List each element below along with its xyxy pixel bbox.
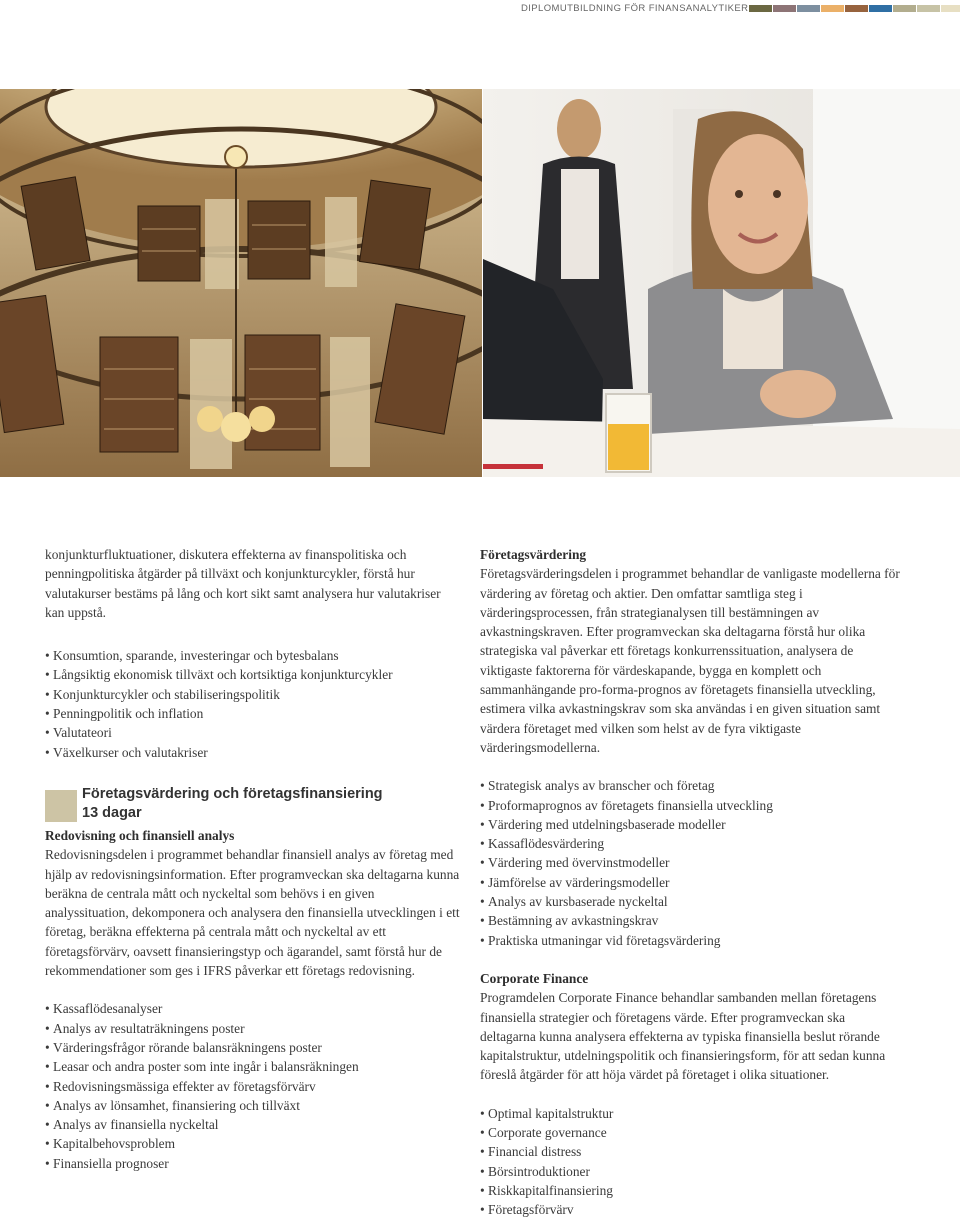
list-item: • Jämförelse av värderingsmodeller: [480, 873, 900, 892]
color-swatch: [893, 5, 916, 12]
color-swatch: [869, 5, 892, 12]
section-paragraph: Redovisningsdelen i programmet behandlar finansiell analys av företag med hjälp av redovisningsinformation. Efter programveckan ska deltagarna kunna beräkna de centrala mått och nyckeltal som behövs i en given analyssituation, dekomponera och analysera den finansiella utvecklingen i ett företag, beräkna effekterna på centrala mått och nyckeltal av ett företagsförvärv, oavsett finansieringstyp och ägarandel, samt förstå hur de rekommendationer som ges i IFRS påverkar ett företags redovisning.: [45, 847, 460, 979]
economics-bullet-list: [45, 646, 460, 762]
list-item: • Analys av kursbaserade nyckeltal: [480, 892, 900, 911]
color-swatch: [797, 5, 820, 12]
course-title-line1: Företagsvärdering och företagsfinansiering: [82, 785, 383, 802]
list-item: • Strategisk analys av branscher och företag: [480, 776, 900, 795]
color-swatch: [845, 5, 868, 12]
section-heading: Företagsvärdering: [480, 547, 587, 562]
list-item: • Värderingsfrågor rörande balansräkningens poster: [45, 1038, 460, 1057]
list-item: • Analys av lönsamhet, finansiering och tillväxt: [45, 1096, 460, 1115]
right-column: [480, 545, 900, 1220]
color-swatch: [749, 5, 772, 12]
list-item: • Financial distress: [480, 1142, 900, 1161]
course-duration: 13 dagar: [82, 804, 142, 821]
list-item: • Valutateori: [45, 723, 460, 742]
course-title: [82, 785, 383, 823]
course-marker: [45, 790, 77, 822]
list-item: • Bestämning av avkastningskrav: [480, 911, 900, 930]
course-heading-block: [45, 786, 460, 826]
header-title: DIPLOMUTBILDNING FÖR FINANSANALYTIKER: [521, 3, 749, 14]
list-item: • Kassaflödesanalyser: [45, 999, 460, 1018]
section-heading: Corporate Finance: [480, 970, 589, 986]
list-item: • Börsintroduktioner: [480, 1162, 900, 1181]
list-item: • Analys av finansiella nyckeltal: [45, 1115, 460, 1134]
color-swatch: [917, 5, 940, 12]
left-column: [45, 545, 460, 1173]
list-item: • Redovisningsmässiga effekter av företagsförvärv: [45, 1077, 460, 1096]
intro-paragraph: konjunkturfluktuationer, diskutera effekterna av finanspolitiska och penningpolitiska åtgärder på tillväxt och konjunkturcykler, förstå hur valutakurser bestäms på lång och kort sikt samt analysera hur valutakriser kan uppstå.: [45, 547, 441, 620]
list-item: • Corporate governance: [480, 1123, 900, 1142]
list-item: • Leasar och andra poster som inte ingår i balansräkningen: [45, 1057, 460, 1076]
list-item: • Kassaflödesvärdering: [480, 834, 900, 853]
list-item: • Konjunkturcykler och stabiliseringspolitik: [45, 685, 460, 704]
list-item: • Företagsförvärv: [480, 1200, 900, 1219]
list-item: • Kapitalbehovsproblem: [45, 1134, 460, 1153]
list-item: • Värdering med utdelningsbaserade modeller: [480, 815, 900, 834]
list-item: • Praktiska utmaningar vid företagsvärdering: [480, 931, 900, 950]
list-item: • Värdering med övervinstmodeller: [480, 853, 900, 872]
list-item: • Analys av resultaträkningens poster: [45, 1019, 460, 1038]
color-swatch: [773, 5, 796, 12]
corporate-finance-bullet-list: [480, 1104, 900, 1220]
list-item: • Växelkurser och valutakriser: [45, 743, 460, 762]
library-photo: [0, 89, 482, 477]
meeting-photo: [483, 89, 960, 477]
color-swatch: [821, 5, 844, 12]
section-paragraph: Programdelen Corporate Finance behandlar sambanden mellan företagens finansiella strategier och företagens värde. Efter programveckan ska deltagarna kunna analysera effekterna av typiska finansiella beslut rörande kapitalstruktur, utdelningspolitik och finansieringsform, för att sedan kunna föreslå åtgärder för att höja värdet på företaget i olika situationer.: [480, 990, 886, 1083]
section-heading: Redovisning och finansiell analys: [45, 827, 235, 843]
accounting-bullet-list: [45, 999, 460, 1173]
list-item: • Finansiella prognoser: [45, 1154, 460, 1173]
color-swatch: [941, 5, 960, 12]
color-swatch-bar: [749, 5, 960, 12]
valuation-bullet-list: [480, 776, 900, 950]
list-item: • Proformaprognos av företagets finansiella utveckling: [480, 796, 900, 815]
list-item: • Penningpolitik och inflation: [45, 704, 460, 723]
list-item: • Långsiktig ekonomisk tillväxt och kortsiktiga konjunkturcykler: [45, 665, 460, 684]
list-item: • Riskkapitalfinansiering: [480, 1181, 900, 1200]
section-paragraph: Företagsvärderingsdelen i programmet behandlar de vanligaste modellerna för värdering av företag och aktier. Den omfattar samtliga steg i värderingsprocessen, från strategianalysen till bestämningen av avkastningskraven. Efter programveckan ska deltagarna förstå hur olika strategiska val påverkar ett företags konkurrenssituation, analysera de viktigaste faktorerna för värdeskapande, bygga en komplett och sammanhängande pro-forma-prognos av företagets finansiella utveckling, estimera vilka avkastningskrav som ska användas i en given situation samt värdera företaget med vilken som helst av de fyra viktigaste värderingsmodellerna.: [480, 566, 900, 755]
list-item: • Optimal kapitalstruktur: [480, 1104, 900, 1123]
list-item: • Konsumtion, sparande, investeringar och bytesbalans: [45, 646, 460, 665]
